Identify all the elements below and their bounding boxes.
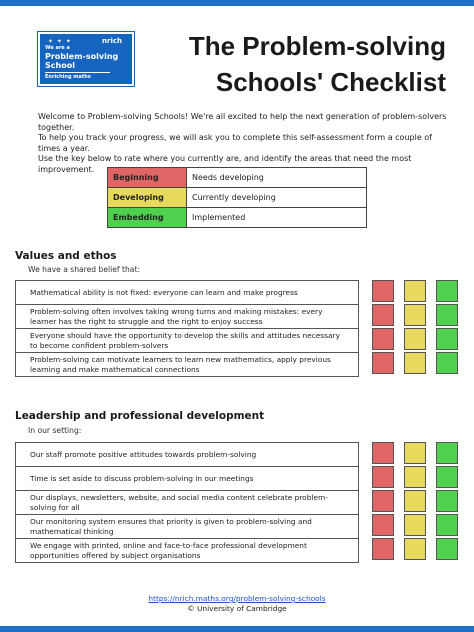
rating-row	[372, 328, 458, 350]
rating-row	[372, 514, 458, 536]
rating-embedding-box[interactable]	[436, 328, 458, 350]
leadership-rating-grid	[372, 442, 458, 562]
rating-developing-box[interactable]	[404, 466, 426, 488]
rating-embedding-box[interactable]	[436, 514, 458, 536]
key-desc: Needs developing	[187, 168, 367, 188]
footer	[0, 594, 474, 614]
checklist-item: We engage with printed, online and face-to-face professional development opportunities offered by subject organisations	[16, 538, 358, 562]
rating-developing-box[interactable]	[404, 352, 426, 374]
rating-developing-box[interactable]	[404, 304, 426, 326]
rating-embedding-box[interactable]	[436, 442, 458, 464]
key-row	[108, 188, 367, 208]
intro-line: Use the key below to rate where you currently are, and identify the areas that need the most improvement.	[38, 154, 412, 174]
copyright-text: © University of Cambridge	[187, 604, 287, 613]
intro-line: Welcome to Problem-solving Schools! We're all excited to help the next generation of problem-solvers together.	[38, 112, 447, 132]
bottom-bar	[0, 626, 474, 632]
checklist-item: Problem-solving often involves taking wrong turns and making mistakes: every learner has the right to struggle and the right to enjoy success	[16, 304, 358, 328]
rating-embedding-box[interactable]	[436, 304, 458, 326]
intro-line: To help you track your progress, we will ask you to complete this self-assessment form a couple of times a year.	[38, 133, 432, 153]
key-row	[108, 168, 367, 188]
checklist-item: Problem-solving can motivate learners to learn new mathematics, apply previous learning and make mathematical connections	[16, 352, 358, 376]
key-label-developing: Developing	[108, 188, 187, 208]
rating-embedding-box[interactable]	[436, 466, 458, 488]
rating-row	[372, 538, 458, 560]
rating-embedding-box[interactable]	[436, 490, 458, 512]
checklist-item: Our staff promote positive attitudes towards problem-solving	[30, 449, 257, 459]
rating-developing-box[interactable]	[404, 538, 426, 560]
footer-link[interactable]: https://nrich.maths.org/problem-solving-schools	[148, 594, 326, 603]
key-row	[108, 208, 367, 228]
checklist-item: Mathematical ability is not fixed: everyone can learn and make progress	[30, 287, 298, 297]
rating-beginning-box[interactable]	[372, 514, 394, 536]
section-subtitle: In our setting:	[28, 426, 82, 435]
logo-tagline: Enriching maths	[45, 74, 91, 80]
rating-row	[372, 442, 458, 464]
logo-line2: School	[45, 61, 75, 70]
checklist-item: Our displays, newsletters, website, and social media content celebrate problem-solving for all	[16, 490, 358, 514]
title-line2: Schools' Checklist	[215, 67, 446, 97]
rating-beginning-box[interactable]	[372, 442, 394, 464]
top-bar	[0, 0, 474, 6]
logo-we-are: We are a	[45, 45, 70, 51]
key-label-beginning: Beginning	[108, 168, 187, 188]
rating-row	[372, 280, 458, 302]
key-label-embedding: Embedding	[108, 208, 187, 228]
rating-developing-box[interactable]	[404, 514, 426, 536]
rating-row	[372, 304, 458, 326]
key-desc: Implemented	[187, 208, 367, 228]
key-desc: Currently developing	[187, 188, 367, 208]
rating-developing-box[interactable]	[404, 280, 426, 302]
rating-beginning-box[interactable]	[372, 490, 394, 512]
checklist-item: Time is set aside to discuss problem-solving in our meetings	[16, 466, 358, 490]
problem-solving-school-logo	[38, 32, 134, 86]
rating-developing-box[interactable]	[404, 490, 426, 512]
values-rating-grid	[372, 280, 458, 376]
title-line1: The Problem-solving	[188, 31, 446, 61]
rating-row	[372, 466, 458, 488]
logo-divider	[45, 72, 110, 73]
rating-beginning-box[interactable]	[372, 466, 394, 488]
rating-developing-box[interactable]	[404, 328, 426, 350]
stars-icon: ✦ ✦ ✦	[48, 38, 72, 45]
rating-embedding-box[interactable]	[436, 280, 458, 302]
rating-embedding-box[interactable]	[436, 352, 458, 374]
rating-row	[372, 352, 458, 374]
rating-developing-box[interactable]	[404, 442, 426, 464]
values-checklist	[15, 280, 359, 377]
rating-beginning-box[interactable]	[372, 352, 394, 374]
nrich-brand: nrich	[102, 37, 122, 45]
checklist-item: Our monitoring system ensures that priority is given to problem-solving and mathematical thinking	[16, 514, 358, 538]
section-subtitle: We have a shared belief that:	[28, 265, 140, 274]
rating-embedding-box[interactable]	[436, 538, 458, 560]
rating-beginning-box[interactable]	[372, 328, 394, 350]
leadership-checklist	[15, 442, 359, 563]
logo-line1: Problem-solving	[45, 52, 119, 61]
page-title	[189, 28, 446, 100]
rating-beginning-box[interactable]	[372, 304, 394, 326]
section-title-leadership: Leadership and professional development	[15, 410, 265, 422]
rating-key-table	[107, 167, 367, 228]
rating-beginning-box[interactable]	[372, 538, 394, 560]
checklist-item: Everyone should have the opportunity to develop the skills and attitudes necessary to become confident problem-solvers	[16, 328, 358, 352]
rating-row	[372, 490, 458, 512]
section-title-values: Values and ethos	[15, 250, 117, 262]
rating-beginning-box[interactable]	[372, 280, 394, 302]
